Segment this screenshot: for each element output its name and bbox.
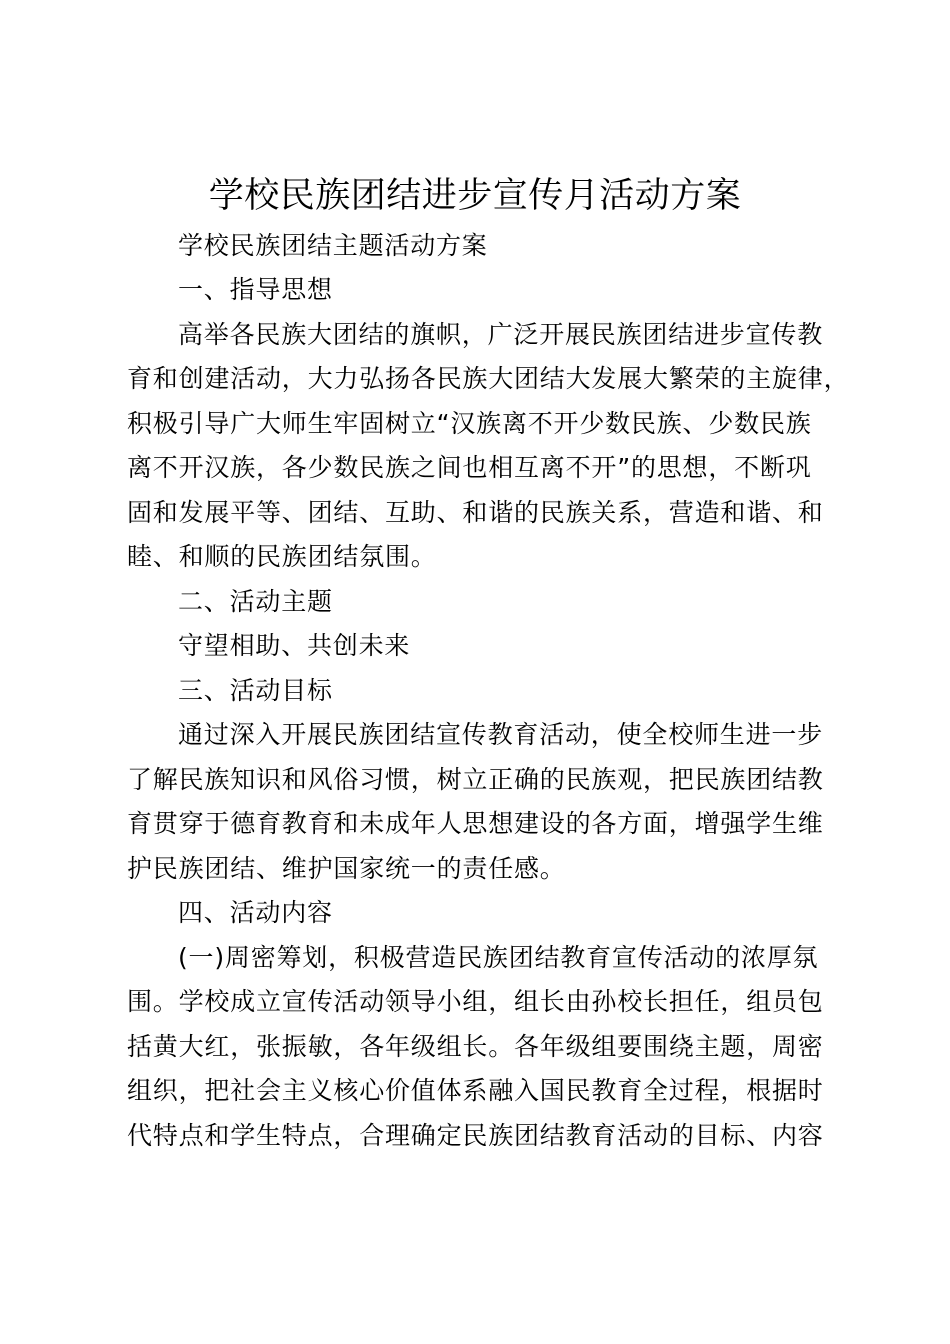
section-heading-activity-goals: 三、活动目标: [178, 676, 333, 705]
section-heading-activity-content: 四、活动内容: [178, 898, 333, 927]
paragraph-line: 积极引导广大师生牢固树立“汉族离不开少数民族、少数民族: [127, 409, 812, 438]
paragraph-line: 育贯穿于德育教育和未成年人思想建设的各方面，增强学生维: [127, 809, 824, 838]
section-heading-guiding-ideology: 一、指导思想: [178, 275, 333, 304]
document-subtitle: 学校民族团结主题活动方案: [178, 231, 488, 260]
paragraph-line: 守望相助、共创未来: [178, 631, 411, 660]
paragraph-line: 围。学校成立宣传活动领导小组，组长由孙校长担任，组员包: [127, 987, 824, 1016]
paragraph-line: 固和发展平等、团结、互助、和谐的民族关系，营造和谐、和: [127, 498, 824, 527]
paragraph-line: 护民族团结、维护国家统一的责任感。: [127, 854, 566, 883]
paragraph-line: 高举各民族大团结的旗帜，广泛开展民族团结进步宣传教: [178, 320, 824, 349]
paragraph-line: 组织，把社会主义核心价值体系融入国民教育全过程，根据时: [127, 1076, 824, 1105]
paragraph-line: 通过深入开展民族团结宣传教育活动，使全校师生进一步: [178, 720, 824, 749]
paragraph-line: 了解民族知识和风俗习惯，树立正确的民族观，把民族团结教: [127, 765, 824, 794]
paragraph-line: 离不开汉族，各少数民族之间也相互离不开”的思想，不断巩: [127, 453, 812, 482]
document-title: 学校民族团结进步宣传月活动方案: [208, 176, 742, 216]
paragraph-line: (一)周密筹划，积极营造民族团结教育宣传活动的浓厚氛: [178, 943, 819, 972]
paragraph-line: 睦、和顺的民族团结氛围。: [127, 542, 437, 571]
section-heading-activity-theme: 二、活动主题: [178, 587, 333, 616]
paragraph-line: 代特点和学生特点，合理确定民族团结教育活动的目标、内容: [127, 1121, 824, 1150]
paragraph-line: 括黄大红，张振敏，各年级组长。各年级组要围绕主题，周密: [127, 1032, 824, 1061]
paragraph-line: 育和创建活动，大力弘扬各民族大团结大发展大繁荣的主旋律，: [127, 364, 850, 393]
